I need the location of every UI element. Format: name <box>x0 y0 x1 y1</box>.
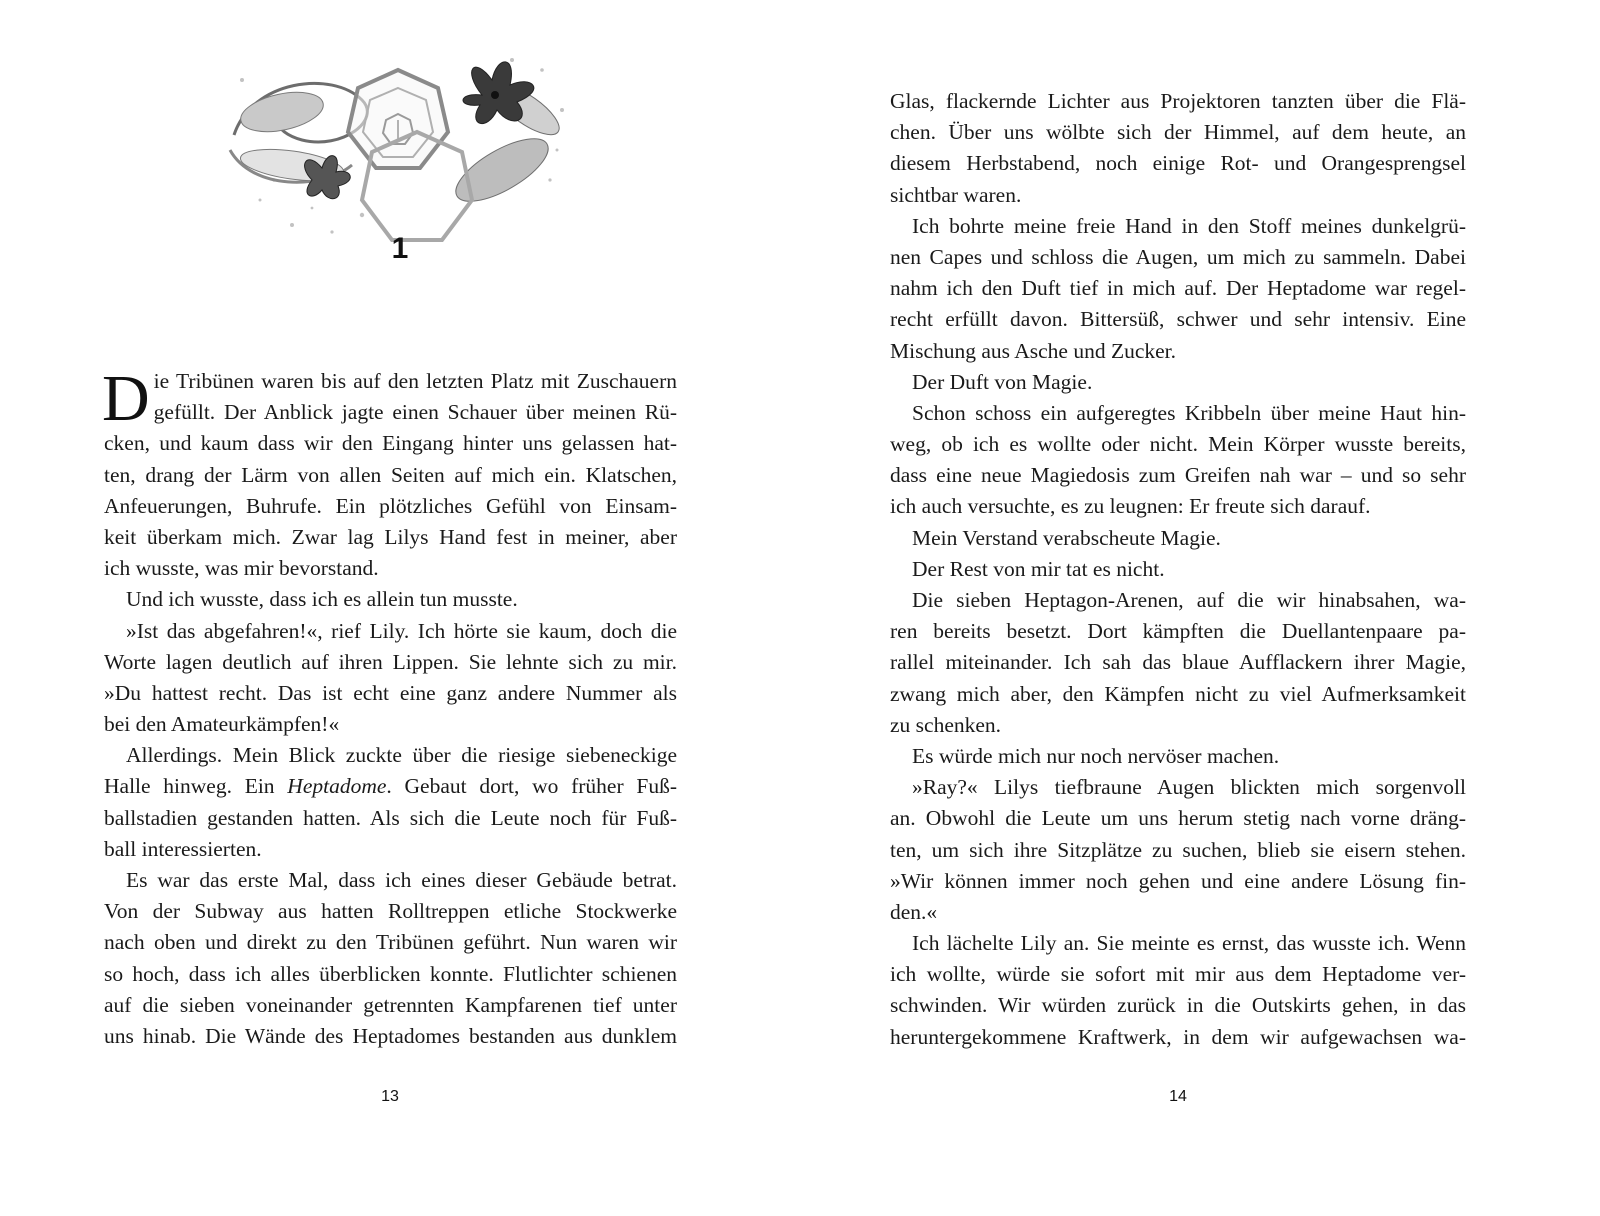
text-line: Die sieben Heptagon-Arenen, auf die wir hinabsahen, wa- <box>912 588 1466 612</box>
text-line: uns hinab. Die Wände des Heptadomes bestanden aus dunklem <box>104 1023 677 1048</box>
text-line: Und ich wusste, dass ich es allein tun musste. <box>126 587 518 612</box>
text-line: so hoch, dass ich alles überblicken konnte. Flutlichter schienen <box>104 961 677 986</box>
text-line: den.« <box>890 899 938 924</box>
text-line: Worte lagen deutlich auf ihren Lippen. Sie lehnte sich zu mir. <box>104 649 677 674</box>
text-line: Von der Subway aus hatten Rolltreppen etliche Stockwerke <box>104 899 677 924</box>
text-line: weg, ob ich es wollte oder nicht. Mein Körper wusste bereits, <box>890 432 1466 457</box>
page-number-right: 14 <box>1169 1088 1187 1105</box>
text-line: »Ist das abgefahren!«, rief Lily. Ich hörte sie kaum, doch die <box>126 618 677 643</box>
text-line: ich wusste, was mir bevorstand. <box>104 556 379 581</box>
text-line: »Wir können immer noch gehen und eine andere Lösung fin- <box>890 868 1466 893</box>
left-page-body-text <box>102 362 677 1052</box>
text-line: »Ray?« Lilys tiefbraune Augen blickten mich sorgenvoll <box>912 775 1466 800</box>
text-line: Der Rest von mir tat es nicht. <box>912 556 1165 581</box>
text-line: gefüllt. Der Anblick jagte einen Schauer über meinen Rü- <box>153 400 677 425</box>
text-line: ren bereits besetzt. Dort kämpften die Duellantenpaare pa- <box>890 619 1466 644</box>
text-line: ich auch versuchte, es zu leugnen: Er freute sich darauf. <box>890 494 1371 519</box>
text-line: ballstadien gestanden hatten. Als sich die Leute noch für Fuß- <box>104 805 677 830</box>
text-line: diesem Herbstabend, noch einige Rot- und Orangesprengsel <box>890 151 1466 176</box>
chapter-ornament <box>212 40 584 250</box>
text-line: nen Capes und schloss die Augen, um mich zu sammeln. Dabei <box>890 244 1466 269</box>
text-segment: . Gebaut dort, wo früher Fuß- <box>386 774 677 799</box>
text-segment: Halle hinweg. Ein <box>104 774 288 799</box>
page-number-left: 13 <box>381 1088 399 1105</box>
text-line: ie Tribünen waren bis auf den letzten Platz mit Zuschauern <box>153 369 677 393</box>
text-line: ball interessierten. <box>104 836 262 861</box>
text-line: rallel miteinander. Ich sah das blaue Aufflackern ihrer Magie, <box>890 650 1466 675</box>
text-line: Der Duft von Magie. <box>912 369 1093 394</box>
text-line: Es würde mich nur noch nervöser machen. <box>912 743 1280 768</box>
text-line: bei den Amateurkämpfen!« <box>104 712 340 737</box>
text-line: cken, und kaum dass wir den Eingang hinter uns gelassen hat- <box>104 431 677 456</box>
italic-term: Heptadome <box>287 774 387 799</box>
text-line: dass eine neue Magiedosis zum Greifen nah war – und so sehr <box>890 463 1466 488</box>
text-line: Es war das erste Mal, dass ich eines dieser Gebäude betrat. <box>126 868 677 892</box>
text-line: ich wollte, würde sie sofort mit mir aus dem Heptadome ver- <box>890 962 1466 987</box>
text-line: nahm ich den Duft tief in mich auf. Der Heptadome war regel- <box>890 276 1466 301</box>
text-line: Schon schoss ein aufgeregtes Kribbeln über meine Haut hin- <box>912 400 1466 425</box>
text-line: Mischung aus Asche und Zucker. <box>890 338 1177 363</box>
text-line: auf die sieben voneinander getrennten Kampfarenen tief unter <box>104 992 677 1017</box>
text-line: Ich bohrte meine freie Hand in den Stoff meines dunkelgrü- <box>912 213 1466 238</box>
text-line: zwang mich aber, den Kämpfen nicht zu viel Aufmerksamkeit <box>890 681 1466 706</box>
text-line: Mein Verstand verabscheute Magie. <box>912 525 1221 550</box>
text-line: keit überkam mich. Zwar lag Lilys Hand fest in meiner, aber <box>104 524 677 549</box>
text-line: Anfeuerungen, Buhrufe. Ein plötzliches Gefühl von Einsam- <box>104 493 677 518</box>
text-line: sichtbar waren. <box>890 182 1022 207</box>
text-line: ten, um sich ihre Sitzplätze zu suchen, blieb sie eisern stehen. <box>890 837 1466 862</box>
drop-cap: D <box>102 362 150 435</box>
text-line: chen. Über uns wölbte sich der Himmel, auf dem heute, an <box>890 120 1466 145</box>
text-line: zu schenken. <box>890 712 1002 737</box>
text-line: nach oben und direkt zu den Tribünen geführt. Nun waren wir <box>104 930 677 955</box>
text-line: »Du hattest recht. Das ist echt eine ganz andere Nummer als <box>104 680 677 705</box>
text-line: recht erfüllt davon. Bittersüß, schwer und sehr intensiv. Eine <box>890 307 1466 332</box>
text-line: an. Obwohl die Leute um uns herum stetig nach vorne dräng- <box>890 806 1466 831</box>
text-line: ten, drang der Lärm von allen Seiten auf mich ein. Klatschen, <box>104 462 677 487</box>
text-line: Glas, flackernde Lichter aus Projektoren tanzten über die Flä- <box>890 89 1466 113</box>
text-line: heruntergekommene Kraftwerk, in dem wir aufgewachsen wa- <box>890 1024 1466 1049</box>
text-line: schwinden. Wir würden zurück in die Outskirts gehen, in das <box>890 993 1466 1018</box>
text-line <box>104 771 677 802</box>
chapter-number: 1 <box>391 232 409 265</box>
text-line: Ich lächelte Lily an. Sie meinte es ernst, das wusste ich. Wenn <box>912 931 1466 956</box>
right-page <box>800 0 1600 1216</box>
text-line: Allerdings. Mein Blick zuckte über die riesige siebeneckige <box>126 743 677 768</box>
right-page-body-text <box>890 86 1466 1053</box>
